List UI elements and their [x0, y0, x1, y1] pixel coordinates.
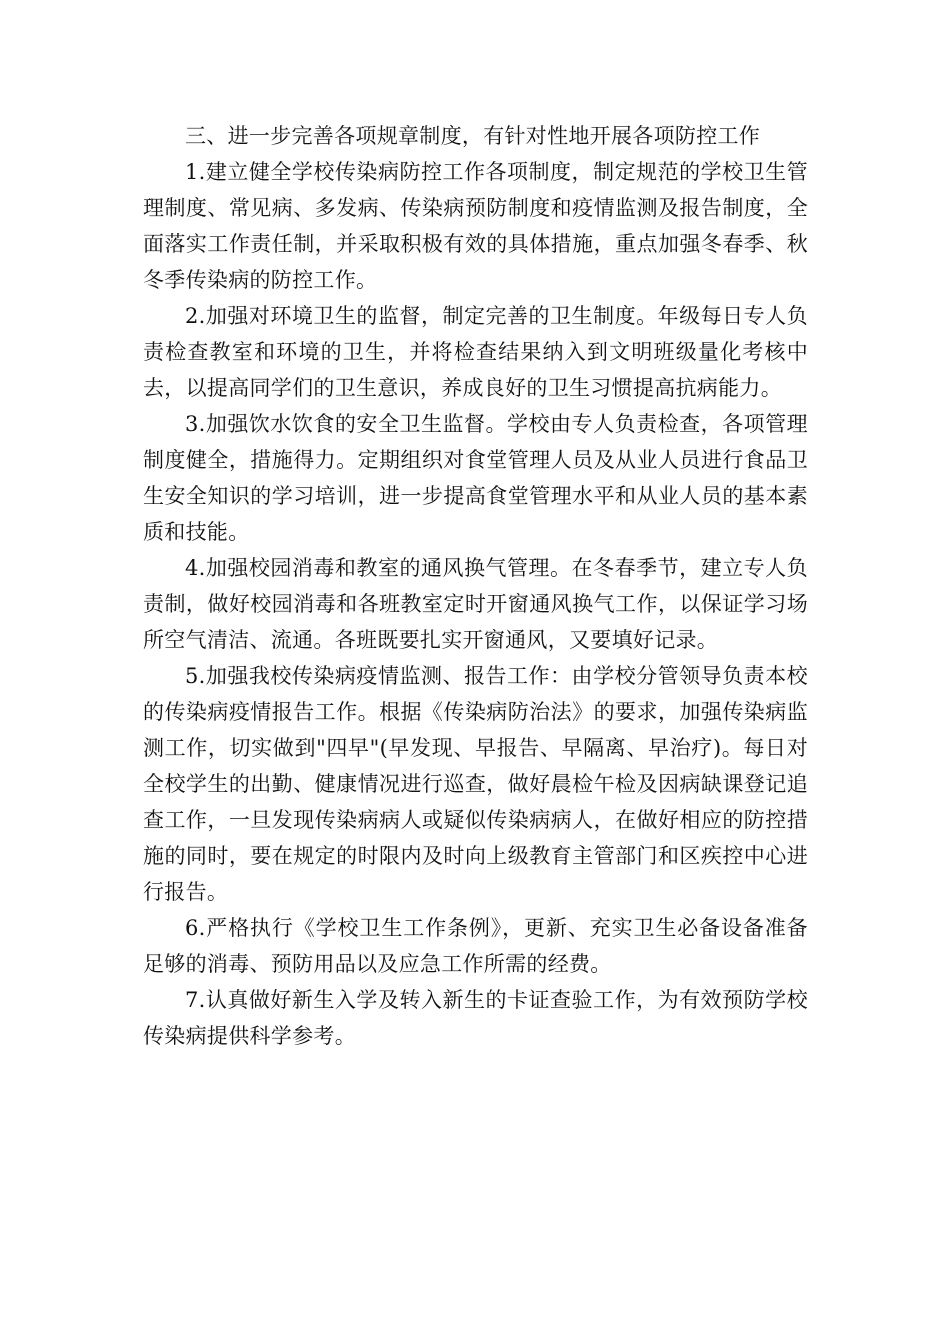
document-page [143, 118, 808, 1054]
paragraph-7: 7.认真做好新生入学及转入新生的卡证查验工作，为有效预防学校传染病提供科学参考。 [143, 988, 808, 1048]
paragraph-4: 4.加强校园消毒和教室的通风换气管理。在冬春季节，建立专人负责制，做好校园消毒和各班教室定时开窗通风换气工作，以保证学习场所空气清洁、流通。各班既要扎实开窗通风，又要填好记录。 [143, 556, 808, 652]
section-heading: 三、进一步完善各项规章制度，有针对性地开展各项防控工作 [185, 124, 761, 148]
paragraph-6: 6.严格执行《学校卫生工作条例》，更新、充实卫生必备设备准备足够的消毒、预防用品以及应急工作所需的经费。 [143, 916, 808, 976]
paragraph-2: 2.加强对环境卫生的监督，制定完善的卫生制度。年级每日专人负责检查教室和环境的卫生，并将检查结果纳入到文明班级量化考核中去，以提高同学们的卫生意识，养成良好的卫生习惯提高抗病能力。 [143, 304, 808, 400]
paragraph-5: 5.加强我校传染病疫情监测、报告工作：由学校分管领导负责本校的传染病疫情报告工作。根据《传染病防治法》的要求，加强传染病监测工作，切实做到"四早"(早发现、早报告、早隔离、早治疗)。每日对全校学生的出勤、健康情况进行巡查，做好晨检午检及因病缺课登记追查工作，一旦发现传染病病人或疑似传染病病人，在做好相应的防控措施的同时，要在规定的时限内及时向上级教育主管部门和区疾控中心进行报告。 [143, 664, 808, 904]
paragraph-3: 3.加强饮水饮食的安全卫生监督。学校由专人负责检查，各项管理制度健全，措施得力。定期组织对食堂管理人员及从业人员进行食品卫生安全知识的学习培训，进一步提高食堂管理水平和从业人员的基本素质和技能。 [143, 412, 808, 544]
paragraph-1: 1.建立健全学校传染病防控工作各项制度，制定规范的学校卫生管理制度、常见病、多发病、传染病预防制度和疫情监测及报告制度，全面落实工作责任制，并采取积极有效的具体措施，重点加强冬春季、秋冬季传染病的防控工作。 [143, 160, 808, 292]
